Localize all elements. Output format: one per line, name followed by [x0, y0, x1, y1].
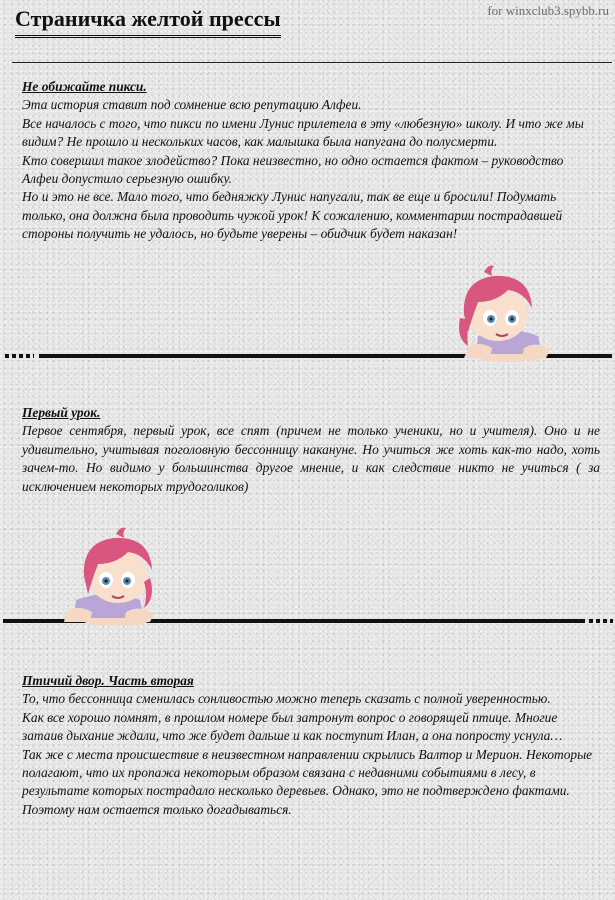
- article-title: Птичий двор. Часть вторая: [22, 673, 194, 688]
- article-paragraph: Первое сентября, первый урок, все спят (причем не только ученики, но и учителя). Оно и не удивительно, учитывая поголовную бессонницу накануне. Но учиться же хоть как-то надо, хоть зачем-то. Но видимо у большинства другое мнение, и как следствие никто не учиться ( за исключением некоторых трудоголиков): [22, 423, 600, 494]
- article-paragraph: Все началось с того, что пикси по имени Лунис прилетела в эту «любезную» школу. И что же мы видим? Не прошло и нескольких часов, как малышка была напугана до полусмерти.: [22, 115, 584, 150]
- article-paragraph: Кто совершил такое злодейство? Пока неизвестно, но одно остается фактом – руководство Алфеи допустило серьезную ошибку.: [22, 152, 564, 187]
- article-paragraph: То, что бессонница сменилась сонливостью можно теперь сказать с полной уверенностью.: [22, 691, 551, 707]
- article-title: Первый урок.: [22, 405, 101, 420]
- fairy-illustration: [58, 526, 178, 630]
- article-pixie: [22, 78, 600, 244]
- source-url: for winxclub3.spybb.ru: [487, 3, 609, 18]
- header-rule: [12, 62, 612, 63]
- article-title: Не обижайте пикси.: [22, 79, 147, 94]
- article-paragraph: Как все хорошо помнят, в прошлом номере был затронут вопрос о говорящей птице. Многие затаив дыхание ждали, что же будет дальше и как поступит Илан, а она попросту уснула…: [22, 709, 563, 744]
- article-paragraph: Эта история ставит под сомнение всю репутацию Алфеи.: [22, 97, 362, 113]
- article-poultry-yard: [22, 672, 600, 819]
- fairy-illustration: [438, 262, 558, 366]
- article-paragraph: Но и это не все. Мало того, что бедняжку Лунис напугали, так ве еще и бросили! Подумать только, она должна была проводить чужой урок! К сожалению, комментарии пострадавшей стороны получить не удалось, но будьте уверены – обидчик будет наказан!: [22, 189, 563, 242]
- article-first-lesson: [22, 404, 600, 496]
- page-title: Страничка желтой прессы: [15, 6, 281, 38]
- article-paragraph: Так же с места происшествие в неизвестном направлении скрылись Валтор и Мерион. Некоторые полагают, что их пропажа некоторым образом связана с недавними событиями в лесу, в результате которых пострадало несколько деревьев. Однако, это не подтверждено фактами. Поэтому нам остается только догадываться.: [22, 746, 593, 817]
